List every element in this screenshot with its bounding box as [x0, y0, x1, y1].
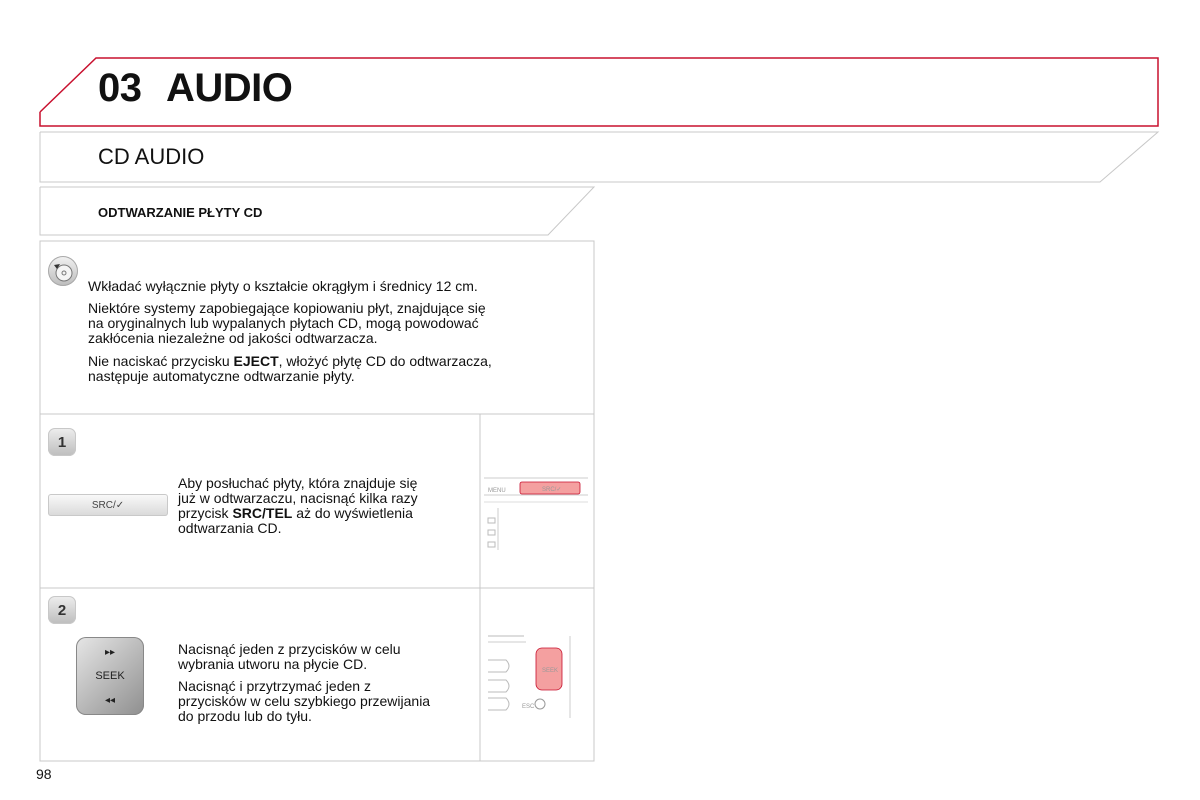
step-2-paragraph-1: Nacisnąć jeden z przycisków w celu wybrania utworu na płycie CD. [178, 641, 401, 672]
section-header-frame [40, 132, 1158, 182]
panel-menu-label: MENU [488, 488, 506, 494]
panel-src-label: SRC/✓ [542, 487, 562, 493]
section-title: CD AUDIO [98, 144, 205, 169]
cd-disc-icon [48, 256, 78, 286]
intro-paragraph-3: Nie naciskać przycisku EJECT, włożyć płytę CD do odtwarzacza, następuje automatyczne odtwarzanie płyty. [88, 353, 492, 384]
step-1-badge: 1 [48, 428, 76, 456]
eject-keyword: EJECT [233, 353, 279, 369]
seek-label: SEEK [95, 670, 125, 682]
src-tel-button-icon: SRC/✓ [48, 494, 168, 516]
intro-paragraph-2: Niektóre systemy zapobiegające kopiowaniu płyt, znajdujące się na oryginalnych lub wypalanych płytach CD, mogą powodować zakłócenia niezależne od jakości odtwarzacza. [88, 300, 486, 346]
panel-seek-label: SEEK [542, 668, 559, 674]
chapter-number: 03 [98, 66, 142, 110]
step-2-badge: 2 [48, 596, 76, 624]
chapter-title: AUDIO [166, 66, 293, 110]
src-tel-keyword: SRC/TEL [232, 505, 293, 521]
step-2-paragraph-2: Nacisnąć i przytrzymać jeden z przycisków w celu szybkiego przewijania do przodu lub do tyłu. [178, 678, 431, 724]
subsection-title: ODTWARZANIE PŁYTY CD [98, 205, 263, 220]
page-number: 98 [36, 766, 52, 782]
radio-panel-src-illustration [484, 470, 592, 560]
panel-esc-label: ESC [522, 704, 535, 710]
radio-panel-seek-illustration [484, 632, 592, 722]
step-1-text: Aby posłuchać płyty, która znajduje się już w odtwarzaczu, nacisnąć kilka razy przycisk SRC/TEL aż do wyświetlenia odtwarzania CD. [178, 475, 418, 536]
intro-paragraph-1: Wkładać wyłącznie płyty o kształcie okrągłym i średnicy 12 cm. [88, 278, 478, 294]
rewind-icon: ◂◂ [104, 695, 116, 706]
seek-button-icon [76, 637, 144, 715]
fast-forward-icon: ▸▸ [104, 647, 116, 658]
